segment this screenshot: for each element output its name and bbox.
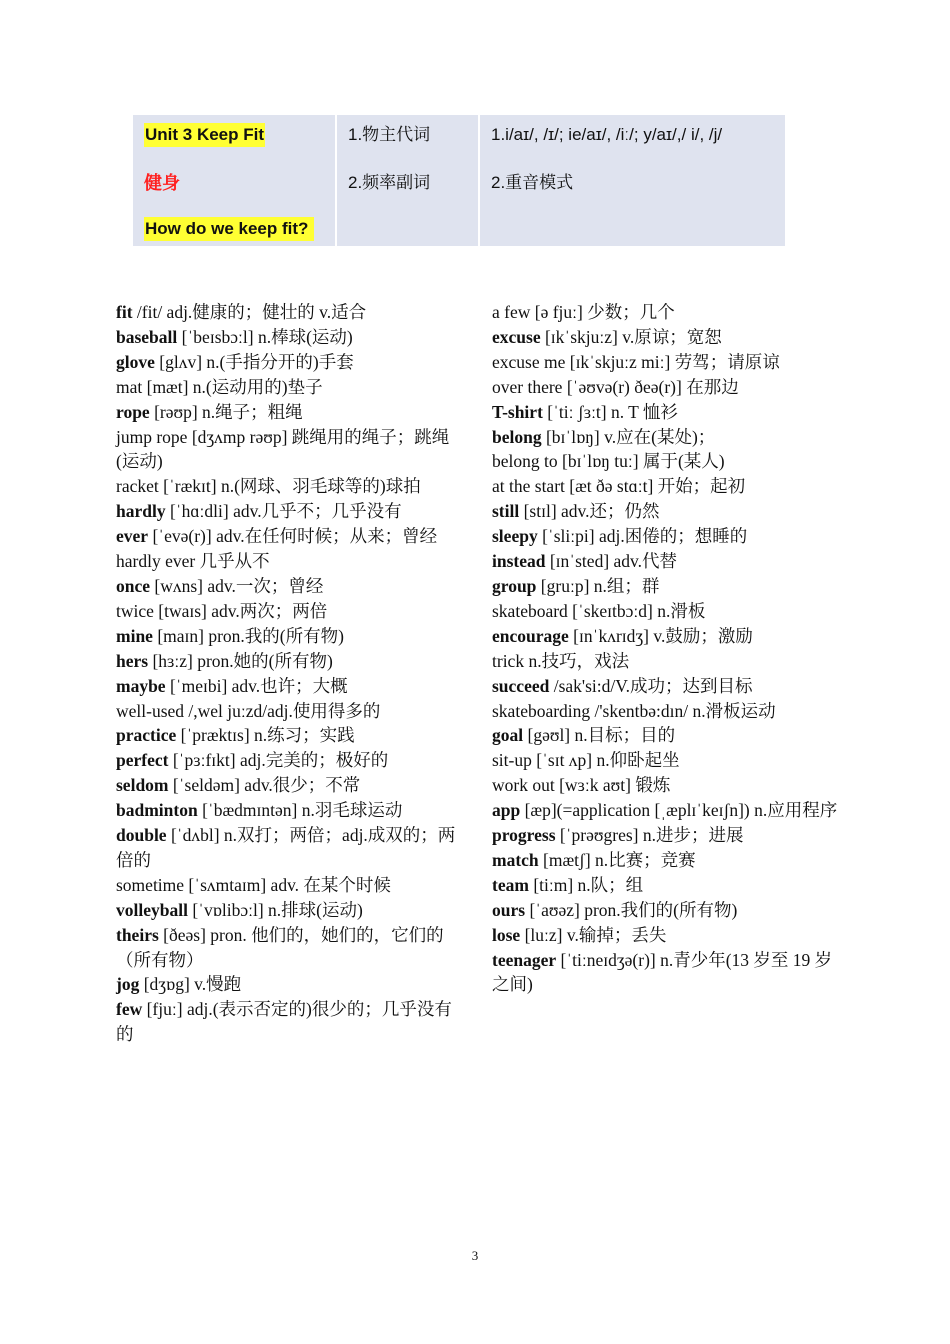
vocab-entry	[492, 425, 842, 450]
vocab-word: double	[116, 825, 167, 846]
vocab-definition: sometime [ˈsʌmtaɪm] adv. 在某个时候	[116, 874, 391, 895]
vocab-entry	[116, 674, 466, 699]
vocab-word: hers	[116, 650, 149, 671]
vocab-entry	[492, 474, 842, 499]
vocab-definition: [luːz] v.输掉；丢失	[520, 924, 667, 945]
vocab-definition: a few [ə fjuː] 少数；几个	[492, 302, 675, 322]
vocab-entry	[492, 674, 842, 699]
vocab-definition: [ˈbeɪsbɔːl] n.棒球(运动)	[177, 326, 353, 347]
vocab-entry	[492, 723, 842, 748]
vocab-entry	[116, 375, 466, 400]
vocab-word: volleyball	[116, 899, 188, 920]
vocab-entry	[492, 823, 842, 848]
vocab-definition: [ˈseldəm] adv.很少；不常	[168, 775, 361, 796]
vocab-definition: [ˈevə(r)] adv.在任何时候；从来；曾经	[148, 526, 438, 547]
vocab-entry	[492, 574, 842, 599]
vocab-word: belong	[492, 426, 542, 447]
vocab-word: lose	[492, 924, 521, 945]
vocab-entry	[116, 773, 466, 798]
vocab-entry	[116, 923, 466, 973]
vocab-definition: [wʌns] adv.一次；曾经	[150, 575, 324, 596]
vocab-entry	[116, 524, 466, 549]
unit-chinese-title: 健身	[144, 173, 180, 193]
vocab-definition: [gruːp] n.组；群	[536, 575, 660, 596]
page-number: 3	[471, 1248, 479, 1263]
vocab-word: ours	[492, 899, 526, 920]
vocab-word: mine	[116, 625, 153, 646]
unit-header-table	[133, 115, 785, 246]
vocab-entry	[116, 574, 466, 599]
phonics-cell	[480, 115, 785, 246]
vocab-word: goal	[492, 725, 524, 746]
vocab-word: perfect	[116, 750, 169, 771]
vocab-word: practice	[116, 725, 177, 746]
grammar-point-2: 2.频率副词	[348, 173, 431, 192]
vocab-definition: [stɪl] adv.还；仍然	[519, 501, 660, 522]
vocab-entry	[492, 449, 842, 474]
vocab-word: sleepy	[492, 526, 538, 547]
unit-question: How do we keep fit?	[144, 217, 314, 241]
vocab-definition: [hɜːz] pron.她的(所有物)	[148, 650, 333, 671]
vocab-definition: over there [ˈəʊvə(r) ðeə(r)] 在那边	[492, 376, 739, 397]
vocab-word: seldom	[116, 775, 169, 796]
vocab-entry	[492, 524, 842, 549]
vocab-word: T-shirt	[492, 401, 543, 422]
vocab-word: once	[116, 575, 151, 596]
vocab-entry	[492, 923, 842, 948]
vocab-definition: [æp](=application [ˌæplɪˈkeɪʃn]) n.应用程序	[520, 800, 838, 821]
vocab-entry	[116, 823, 466, 873]
vocab-definition: [ˈdʌbl] n.双打；两倍；adj.成双的；两倍的	[116, 825, 456, 870]
vocab-entry	[116, 400, 466, 425]
vocab-definition: [ˈvɒlibɔːl] n.排球(运动)	[187, 899, 363, 920]
vocab-entry	[492, 873, 842, 898]
vocab-definition: jump rope [dʒʌmp rəʊp] 跳绳用的绳子；跳绳(运动)	[116, 426, 450, 472]
vocab-word: theirs	[116, 924, 159, 945]
vocab-definition: [bɪˈlɒŋ] v.应在(某处)；	[541, 426, 716, 447]
vocab-entry	[116, 723, 466, 748]
vocab-entry	[116, 649, 466, 674]
vocab-definition: sit-up [ˈsɪt ʌp] n.仰卧起坐	[492, 750, 680, 771]
vocab-entry	[492, 649, 842, 674]
vocab-entry	[116, 748, 466, 773]
unit-title: Unit 3 Keep Fit	[144, 123, 265, 147]
vocabulary-column-right	[492, 300, 842, 997]
vocab-entry	[116, 300, 466, 325]
vocab-definition: excuse me [ɪkˈskjuːz miː] 劳驾；请原谅	[492, 351, 780, 372]
vocab-definition: [ɪnˈsted] adv.代替	[545, 551, 678, 572]
vocab-definition: [tiːm] n.队；组	[528, 874, 644, 895]
vocab-entry	[492, 699, 842, 724]
vocab-word: baseball	[116, 326, 178, 347]
vocab-word: rope	[116, 401, 150, 422]
vocab-word: instead	[492, 551, 546, 572]
vocab-word: app	[492, 800, 521, 821]
vocab-entry	[116, 350, 466, 375]
vocab-entry	[492, 624, 842, 649]
vocab-entry	[116, 499, 466, 524]
vocab-word: jog	[116, 974, 140, 995]
grammar-cell	[337, 115, 480, 246]
vocab-definition: skateboard [ˈskeɪtbɔːd] n.滑板	[492, 600, 706, 621]
phonics-point-2: 2.重音模式	[491, 173, 574, 192]
vocab-entry	[492, 499, 842, 524]
vocab-word: teenager	[492, 949, 557, 970]
grammar-point-1: 1.物主代词	[348, 125, 431, 144]
vocab-entry	[492, 400, 842, 425]
vocab-definition: [mætʃ] n.比赛；竞赛	[538, 849, 696, 870]
vocab-entry	[492, 898, 842, 923]
vocab-definition: [rəʊp] n.绳子；粗绳	[149, 401, 303, 422]
vocab-definition: [ˈprəʊgres] n.进步；进展	[555, 825, 744, 846]
vocab-entry	[116, 599, 466, 624]
phonics-point-1: 1.i/aɪ/, /ɪ/; ie/aɪ/, /iː/; y/aɪ/,/ i/, /j/	[491, 125, 723, 144]
vocab-definition: [dʒɒg] v.慢跑	[139, 974, 242, 995]
vocab-definition: [ˈpræktɪs] n.练习；实践	[176, 725, 355, 746]
vocab-definition: [ɪkˈskjuːz] v.原谅；宽恕	[540, 326, 722, 347]
vocab-definition: belong to [bɪˈlɒŋ tuː] 属于(某人)	[492, 451, 725, 472]
vocab-definition: [maɪn] pron.我的(所有物)	[152, 625, 344, 646]
vocab-definition: trick n.技巧，戏法	[492, 650, 630, 671]
vocab-word: fit	[116, 302, 133, 322]
vocab-word: hardly	[116, 501, 166, 522]
vocab-entry	[116, 972, 466, 997]
vocab-entry	[492, 325, 842, 350]
vocab-entry	[116, 624, 466, 649]
vocab-definition: [glʌv] n.(手指分开的)手套	[154, 351, 354, 372]
vocab-definition: [ˈmeɪbi] adv.也许；大概	[165, 675, 348, 696]
vocab-word: maybe	[116, 675, 166, 696]
vocab-definition: [ˈaʊəz] pron.我们的(所有物)	[525, 899, 738, 920]
vocab-word: few	[116, 999, 143, 1020]
vocab-word: glove	[116, 351, 155, 372]
vocab-entry	[492, 599, 842, 624]
vocab-entry	[116, 873, 466, 898]
vocab-word: still	[492, 501, 520, 522]
vocab-entry	[492, 948, 842, 998]
vocab-entry	[116, 798, 466, 823]
vocab-word: encourage	[492, 625, 569, 646]
vocab-definition: [ˈtiːneɪdʒə(r)] n.青少年(13 岁至 19 岁之间)	[492, 949, 833, 995]
vocab-definition: [ˈbædmɪntən] n.羽毛球运动	[197, 800, 403, 821]
vocab-entry	[492, 848, 842, 873]
vocab-word: progress	[492, 825, 556, 846]
vocab-word: group	[492, 575, 537, 596]
vocab-word: excuse	[492, 326, 541, 347]
vocab-word: match	[492, 849, 539, 870]
vocab-definition: twice [twaɪs] adv.两次；两倍	[116, 600, 328, 621]
vocab-definition: [fjuː] adj.(表示否定的)很少的；几乎没有的	[116, 999, 452, 1045]
vocab-entry	[116, 898, 466, 923]
vocab-definition: [gəʊl] n.目标；目的	[523, 725, 676, 746]
vocab-definition: [ɪnˈkʌrɪdʒ] v.鼓励；激励	[568, 625, 753, 646]
vocab-definition: mat [mæt] n.(运动用的)垫子	[116, 376, 323, 397]
vocab-definition: racket [ˈrækɪt] n.(网球、羽毛球等的)球拍	[116, 476, 421, 497]
vocab-word: ever	[116, 526, 149, 547]
vocab-entry	[492, 798, 842, 823]
vocab-entry	[492, 375, 842, 400]
vocab-definition: /sak'si:d/V.成功；达到目标	[549, 675, 753, 696]
vocab-entry	[116, 474, 466, 499]
vocab-definition: [ðeəs] pron. 他们的，她们的，它们的（所有物）	[116, 924, 444, 970]
vocab-definition: skateboarding /'skentbə:dın/ n.滑板运动	[492, 700, 776, 721]
vocab-definition: work out [wɜːk aʊt] 锻炼	[492, 775, 671, 796]
vocab-definition: [ˈsliːpi] adj.困倦的；想睡的	[537, 526, 748, 547]
vocab-entry	[492, 350, 842, 375]
unit-title-cell	[133, 115, 337, 246]
vocabulary-column-left	[116, 300, 466, 1047]
vocab-definition: hardly ever 几乎从不	[116, 551, 270, 572]
vocab-entry	[492, 773, 842, 798]
vocab-entry	[116, 325, 466, 350]
vocab-definition: at the start [æt ðə stɑːt] 开始；起初	[492, 476, 746, 497]
vocab-definition: well-used /,wel juːzd/adj.使用得多的	[116, 700, 381, 721]
vocab-word: succeed	[492, 675, 550, 696]
vocab-entry	[116, 425, 466, 475]
vocab-word: badminton	[116, 800, 198, 821]
vocab-definition: /fit/ adj.健康的；健壮的 v.适合	[132, 302, 367, 322]
vocab-entry	[116, 549, 466, 574]
vocab-entry	[492, 748, 842, 773]
vocab-entry	[116, 997, 466, 1047]
vocab-entry	[492, 549, 842, 574]
vocab-definition: [ˈpɜːfɪkt] adj.完美的；极好的	[168, 750, 389, 771]
vocab-definition: [ˈhɑːdli] adv.几乎不；几乎没有	[165, 501, 402, 522]
vocab-entry	[492, 300, 842, 325]
vocab-definition: [ˈtiː ʃɜːt] n. T 恤衫	[542, 401, 678, 422]
vocab-word: team	[492, 874, 529, 895]
vocab-entry	[116, 699, 466, 724]
